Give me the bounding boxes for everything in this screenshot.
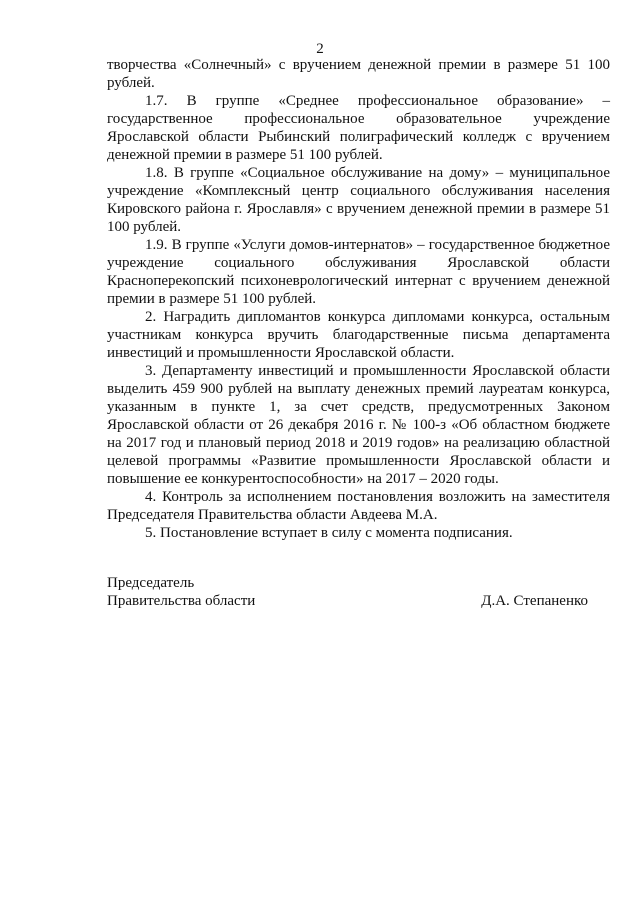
signatory-title-line-2: Правительства области xyxy=(107,593,256,609)
paragraph-1-6-continuation: творчества «Солнечный» с вручением денежной премии в размере 51 100 рублей. xyxy=(107,57,610,91)
signature-block xyxy=(107,574,610,610)
paragraph-1-7: 1.7. В группе «Среднее профессиональное образование» – государственное профессиональное образовательное учреждение Ярославской области Рыбинский полиграфический колледж с вручением денежной премии в размере 51 100 рублей. xyxy=(107,93,610,163)
document-body xyxy=(107,56,610,542)
signature-line xyxy=(107,592,610,610)
paragraph-2: 2. Наградить дипломантов конкурса дипломами конкурса, остальным участникам конкурса вручить благодарственные письма департамента инвестиций и промышленности Ярославской области. xyxy=(107,309,610,361)
page-number: 2 xyxy=(316,41,324,57)
paragraph-1-8: 1.8. В группе «Социальное обслуживание на дому» – муниципальное учреждение «Комплексный центр социального обслуживания населения Кировского района г. Ярославля» с вручением денежной премии в размере 51 100 рублей. xyxy=(107,165,610,235)
paragraph-5: 5. Постановление вступает в силу с момента подписания. xyxy=(145,525,513,541)
signatory-title-line-1: Председатель xyxy=(107,575,195,591)
paragraph-1-9: 1.9. В группе «Услуги домов-интернатов» – государственное бюджетное учреждение социального обслуживания Ярославской области Краснoперекопский психоневрологический интернат с вручением денежной премии в размере 51 100 рублей. xyxy=(107,237,610,307)
signatory-name: Д.А. Степаненко xyxy=(481,593,588,609)
paragraph-3: 3. Департаменту инвестиций и промышленности Ярославской области выделить 459 900 рублей на выплату денежных премий лауреатам конкурса, указанным в пункте 1, за счет средств, предусмотренных Законом Ярославской области от 26 декабря 2016 г. № 100-з «Об областном бюджете на 2017 год и плановый период 2018 и 2019 годов» на реализацию областной целевой программы «Развитие промышленности Ярославской области и повышение ее конкурентоспособности» на 2017 – 2020 годы. xyxy=(107,363,610,487)
paragraph-4: 4. Контроль за исполнением постановления возложить на заместителя Председателя Правительства области Авдеева М.А. xyxy=(107,489,610,523)
